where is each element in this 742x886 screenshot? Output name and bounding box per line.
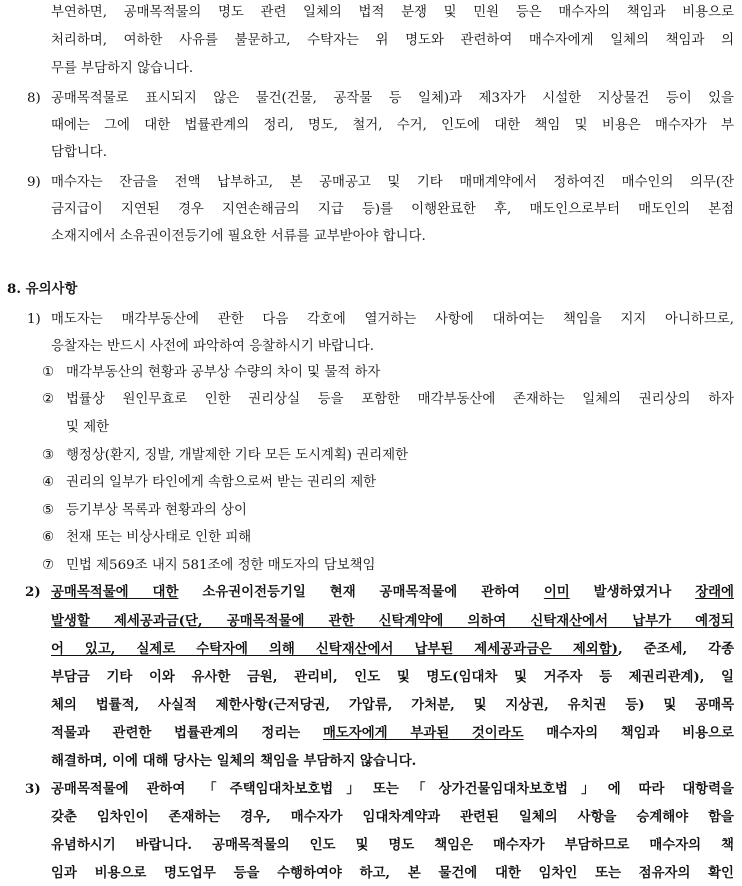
subitem-number: ④ [42, 475, 55, 490]
item-line: 때에는 그에 대한 법률관계의 정리, 명도, 철거, 수거, 인도에 대한 책임 및 비용은 매수자가 부 [51, 118, 734, 133]
subitem-number: ② [42, 392, 55, 407]
item-line: 공매목적물로 표시되지 않은 물건(건물, 공작물 등 일체)과 제3자가 시설한 지상물건 등이 있을 [51, 91, 734, 106]
item-number: 3) [25, 781, 41, 797]
item-line: 금지급이 지연된 경우 지연손해금의 지급 등)를 이행완료한 후, 매도인으로부터 매도인의 본점 [51, 202, 734, 217]
item-line [51, 727, 734, 740]
text-run: 매수자의 책임과 비용으로 [523, 725, 734, 741]
subitem-number: ⑦ [42, 558, 55, 573]
paragraph-line: 무를 부담하지 않습니다. [51, 61, 194, 76]
section-heading: 8. 유의사항 [7, 281, 78, 297]
item-line [51, 643, 734, 656]
underlined-text: 매도자에게 부과된 것이라도 [322, 725, 524, 741]
item-line: 매도자는 매각부동산에 관한 다음 각호에 열거하는 사항에 대하여는 책임을 지지 아니하므로, [51, 312, 734, 327]
subitem-line: 천재 또는 비상사태로 인한 피해 [66, 530, 252, 545]
paragraph-line: 처리하며, 여하한 사유를 불문하고, 수탁자는 위 명도와 관련하여 매수자에게 일체의 책임과 의 [51, 33, 734, 48]
item-line: 임과 비용으로 명도업무 등을 수행하여야 하고, 본 물건에 대한 임차인 또는 점유자의 확인 [51, 865, 734, 881]
underlined-text: 공매목적물에 대한 [51, 584, 179, 600]
paragraph-line: 부연하면, 공매목적물의 명도 관련 일체의 법적 분쟁 및 민원 등은 매수자의 책임과 비용으로 [51, 5, 734, 20]
text-run: 발생하였거나 [569, 584, 696, 600]
text-run: 소유권이전등기일 현재 공매목적물에 관하여 [178, 584, 544, 600]
item-line: 매수자는 잔금을 전액 납부하고, 본 공매공고 및 기타 매매계약에서 정하여진 매수인의 의무(잔 [51, 175, 734, 190]
subitem-line: 및 제한 [66, 420, 110, 435]
item-line: 응찰자는 반드시 사전에 파악하여 응찰하시기 바랍니다. [51, 339, 375, 354]
subitem-number: ⑤ [42, 503, 55, 518]
subitem-line: 등기부상 목록과 현황과의 상이 [66, 503, 247, 518]
subitem-line: 매각부동산의 현황과 공부상 수량의 차이 및 물적 하자 [66, 365, 381, 380]
item-number: 9) [27, 175, 41, 190]
item-line: 소재지에서 소유권이전등기에 필요한 서류를 교부받아야 합니다. [51, 229, 426, 244]
subitem-line: 법률상 원인무효로 인한 권리상실 등을 포함한 매각부동산에 존재하는 일체의 권리상의 하자 [66, 392, 734, 407]
text-run: 적물과 관련한 법률관계의 정리는 [51, 725, 323, 741]
underlined-text: 이미 [543, 584, 570, 600]
item-line: 갖춘 임차인이 존재하는 경우, 매수자가 임대차계약과 관련된 일체의 사항을 승계해야 함을 [51, 809, 734, 825]
item-line: 유념하시기 바랍니다. 공매목적물의 인도 및 명도 책임은 매수자가 부담하므로 매수자의 책 [51, 837, 734, 853]
item-line: 공매목적물에 관하여 「주택임대차보호법」또는「상가건물임대차보호법」에 따라 대항력을 [51, 781, 734, 797]
underlined-text: 어 있고, 실제로 수탁자에 의해 신탁재산에서 납부된 제세공과금은 제외함) [51, 641, 619, 657]
item-number: 8) [27, 91, 41, 106]
item-line [51, 586, 734, 599]
item-line: 부담금 기타 이와 유사한 금원, 관리비, 인도 및 명도(임대차 및 거주자 등 제권리관계), 일 [51, 669, 734, 685]
subitem-number: ③ [42, 448, 55, 463]
item-line: 담합니다. [51, 145, 107, 160]
subitem-line: 권리의 일부가 타인에게 속함으로써 받는 권리의 제한 [66, 475, 377, 490]
item-number: 2) [25, 584, 41, 600]
subitem-line: 민법 제569조 내지 581조에 정한 매도자의 담보책임 [66, 558, 376, 573]
subitem-number: ⑥ [42, 530, 55, 545]
subitem-number: ① [42, 365, 55, 380]
underlined-line: 발생할 제세공과금(단, 공매목적물에 관한 신탁계약에 의하여 신탁재산에서 납부가 예정되 [51, 613, 734, 629]
item-line: 해결하며, 이에 대해 당사는 일체의 책임을 부담하지 않습니다. [51, 753, 417, 769]
item-number: 1) [27, 312, 41, 327]
underlined-text: 장래에 [695, 584, 734, 600]
subitem-line: 행정상(환지, 징발, 개발제한 기타 모든 도시계획) 권리제한 [66, 448, 409, 463]
text-run: , 준조세, 각종 [618, 641, 735, 657]
item-line: 체의 법률적, 사실적 제한사항(근저당권, 가압류, 가처분, 및 지상권, 유치권 등) 및 공매목 [51, 697, 734, 713]
